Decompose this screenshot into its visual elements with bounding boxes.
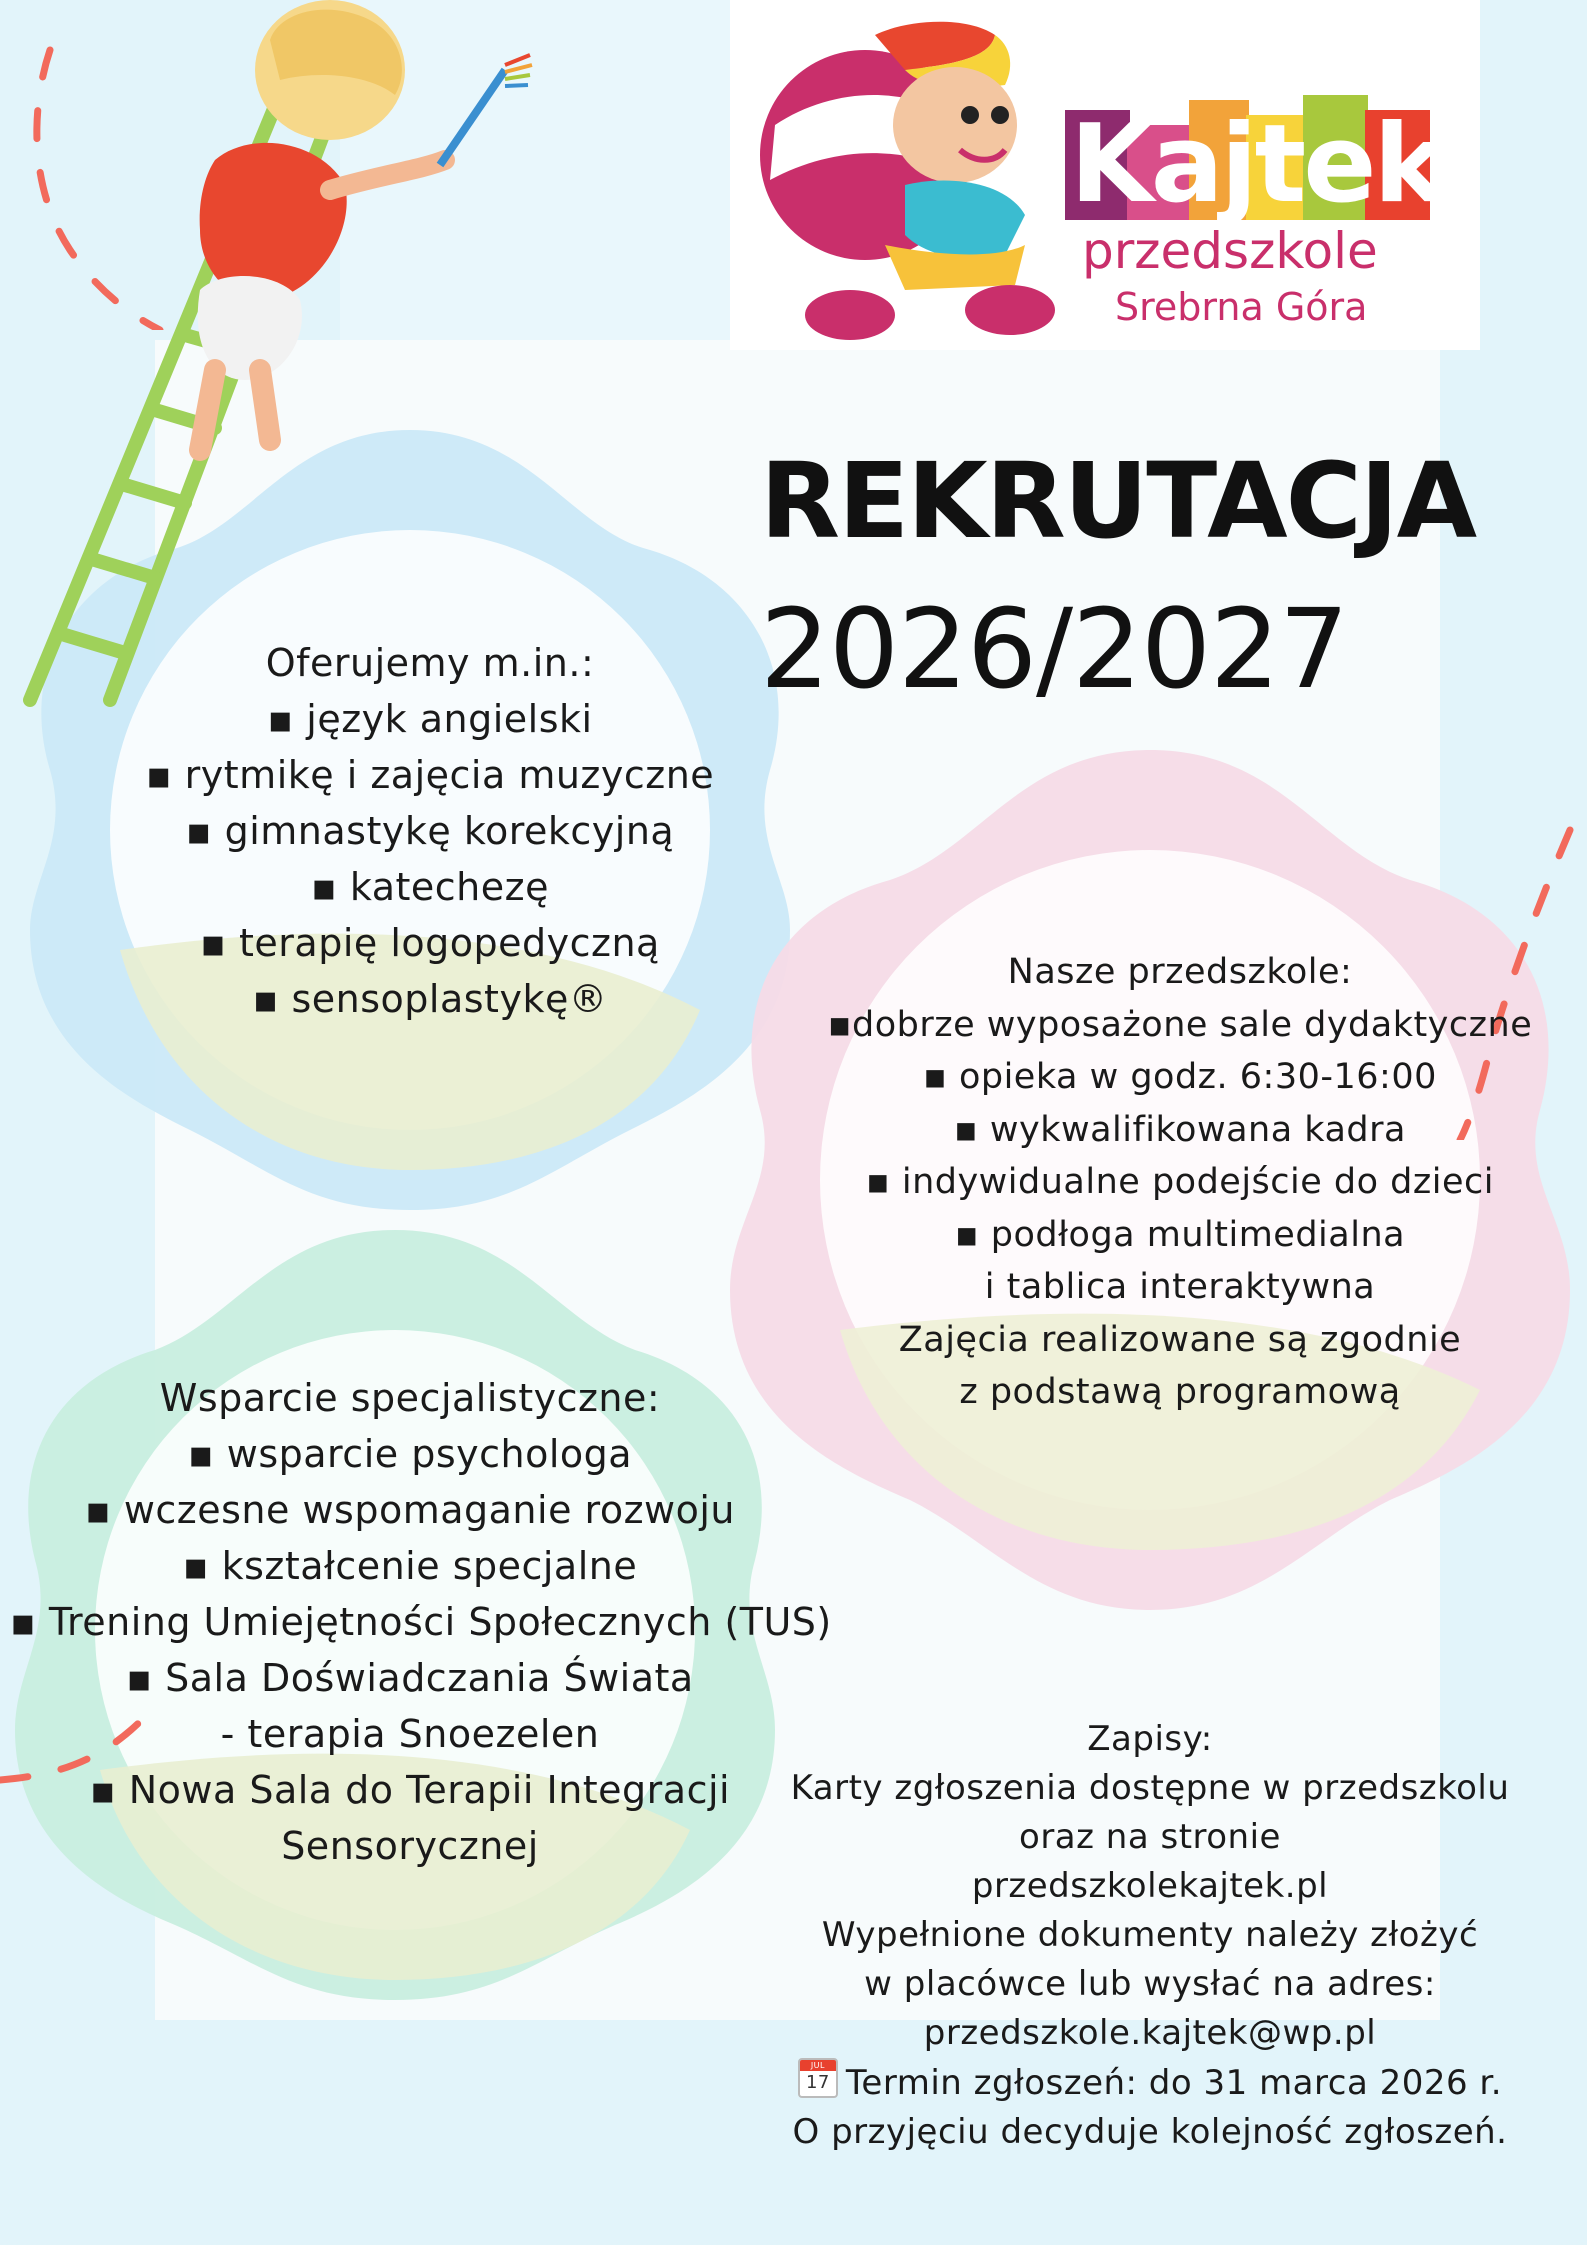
support-item: - terapia Snoezelen (220, 1712, 600, 1756)
support-item: ▪ kształcenie specjalne (182, 1544, 638, 1588)
recruitment-title: REKRUTACJA (760, 440, 1476, 562)
deadline-line (780, 2058, 1520, 2108)
offer-section (70, 635, 790, 1027)
calendar-icon-day: 17 (805, 2072, 830, 2093)
ladder-illustration (0, 0, 560, 720)
support-item: ▪ Sala Doświadczania Świata (126, 1656, 694, 1700)
logo-location: Srebrna Góra (1115, 285, 1368, 329)
support-item: ▪ Trening Umiejętności Społecznych (TUS) (10, 1600, 832, 1644)
school-item: ▪dobrze wyposażone sale dydaktyczne (827, 1004, 1533, 1045)
offer-item: ▪ sensoplastykę® (252, 977, 608, 1021)
enrollment-line: oraz na stronie (1019, 1817, 1281, 1857)
offer-heading: Oferujemy m.in.: (265, 641, 595, 685)
support-heading: Wsparcie specjalistyczne: (159, 1376, 661, 1420)
deadline-text: Termin zgłoszeń: do 31 marca 2026 r. (845, 2063, 1503, 2103)
enrollment-line: Karty zgłoszenia dostępne w przedszkolu (790, 1768, 1510, 1808)
enrollment-section (780, 1715, 1520, 2157)
school-section (800, 946, 1560, 1419)
kajtek-wordmark (1065, 80, 1465, 230)
offer-item: ▪ gimnastykę korekcyjną (185, 809, 675, 853)
support-item: Sensorycznej (281, 1824, 539, 1868)
support-item: ▪ Nowa Sala do Terapii Integracji (89, 1768, 731, 1812)
school-item: Zajęcia realizowane są zgodnie (898, 1319, 1462, 1360)
calendar-icon-month: JUL (800, 2060, 836, 2071)
school-heading: Nasze przedszkole: (1007, 952, 1353, 992)
logo-subtitle: przedszkole (1082, 222, 1378, 280)
offer-item: ▪ terapię logopedyczną (200, 921, 660, 965)
school-item: ▪ podłoga multimedialna (954, 1214, 1406, 1255)
offer-item: ▪ katechezę (311, 865, 549, 909)
kajtek-mascot-logo (755, 15, 1075, 345)
enrollment-heading: Zapisy: (1087, 1719, 1213, 1759)
school-item: ▪ indywidualne podejście do dzieci (866, 1162, 1494, 1202)
school-item: ▪ opieka w godz. 6:30-16:00 (923, 1057, 1437, 1097)
enrollment-line: O przyjęciu decyduje kolejność zgłoszeń. (792, 2112, 1508, 2152)
website-link[interactable]: przedszkolekajtek.pl (971, 1866, 1329, 1906)
calendar-icon (798, 2058, 838, 2098)
offer-item: ▪ rytmikę i zajęcia muzyczne (145, 753, 715, 797)
support-item: ▪ wczesne wspomaganie rozwoju (85, 1488, 735, 1532)
enrollment-line: w placówce lub wysłać na adres: (864, 1964, 1436, 2004)
offer-item: ▪ język angielski (267, 697, 593, 741)
recruitment-year: 2026/2027 (760, 585, 1348, 713)
support-section (10, 1370, 832, 1874)
school-item: ▪ wykwalifikowana kadra (954, 1109, 1406, 1150)
wordmark-text: Kajtek (1070, 102, 1443, 227)
email-link[interactable]: przedszkole.kajtek@wp.pl (923, 2013, 1377, 2053)
school-item: z podstawą programową (959, 1372, 1401, 1412)
school-item: i tablica interaktywna (984, 1267, 1376, 1307)
enrollment-line: Wypełnione dokumenty należy złożyć (821, 1915, 1479, 1955)
support-item: ▪ wsparcie psychologa (187, 1432, 633, 1476)
